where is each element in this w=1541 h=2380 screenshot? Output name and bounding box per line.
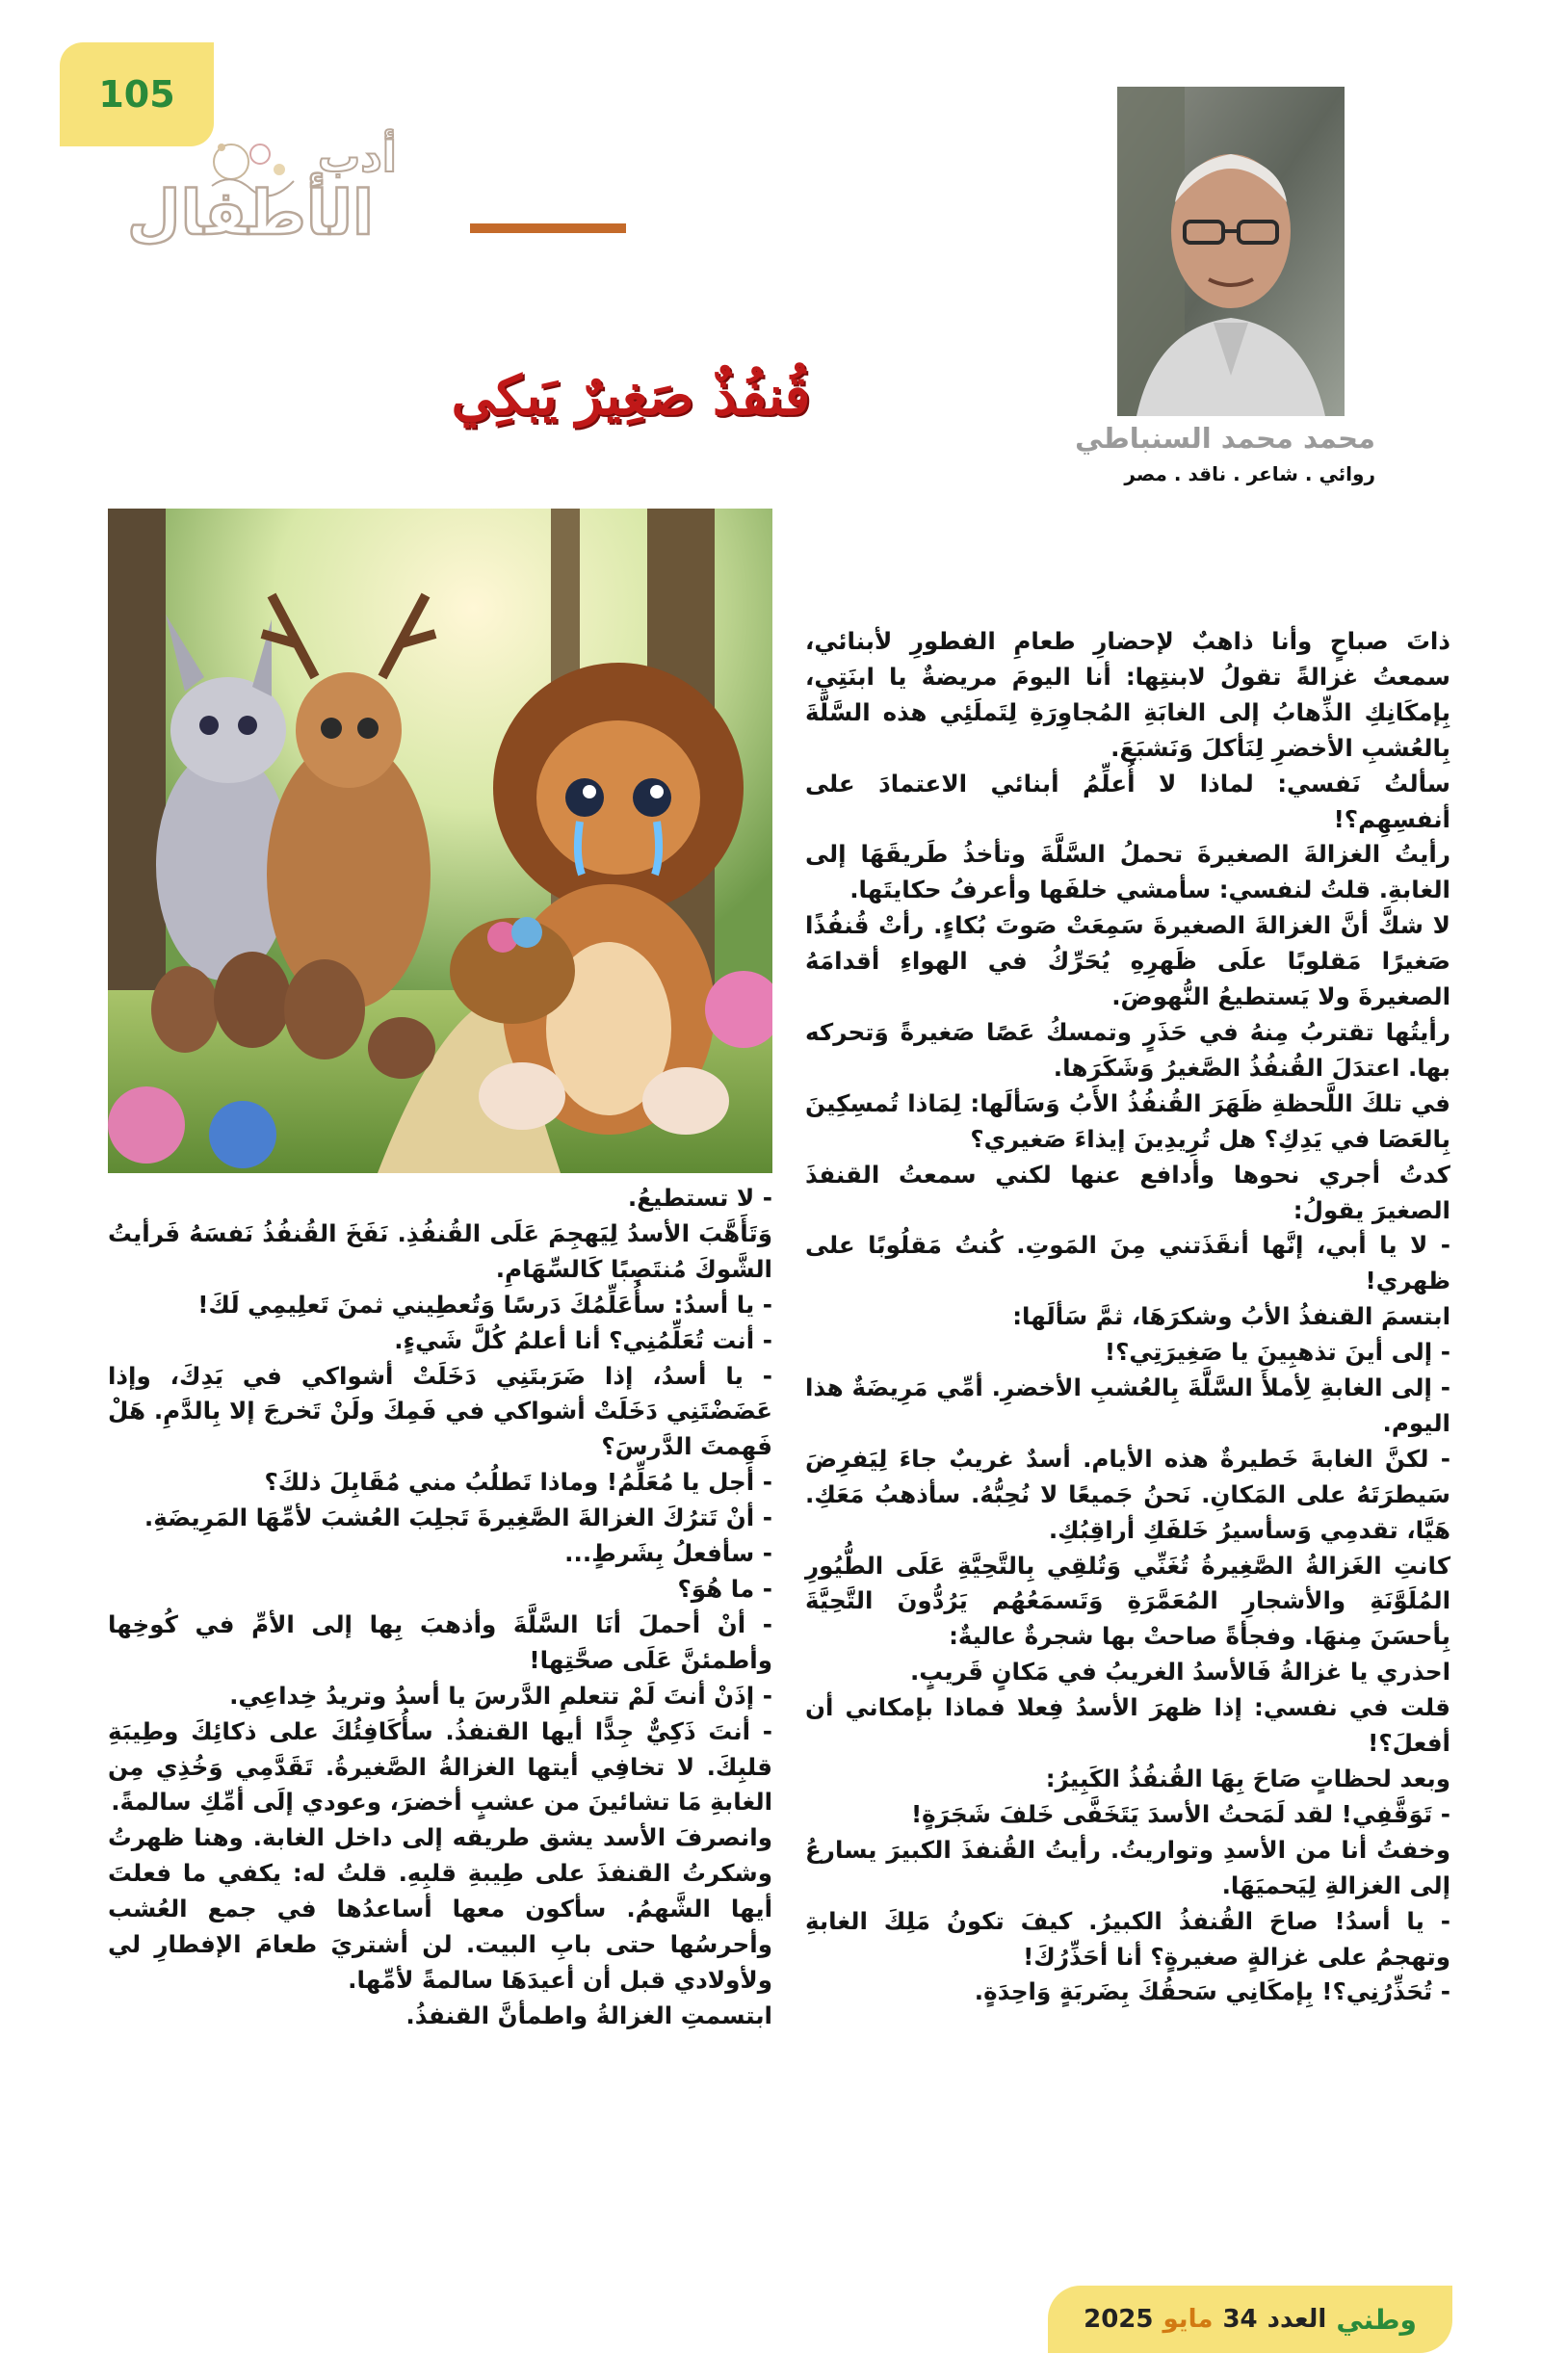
story-title: قُنفُذٌ صَغِيرٌ يَبكِي	[451, 364, 811, 428]
paragraph: احذري يا غزالةُ فَالأسدُ الغريبُ في مَكانٍ قَريبٍ.	[909, 1658, 1450, 1687]
paragraph: - لا يا أبي، إنَّها أنقَذَتني مِنَ المَوتِ. كُنتُ مَقلُوبًا على ظهري!	[805, 1231, 1450, 1295]
paragraph: وخفتُ أنا من الأسدِ وتواريتُ. رأيتُ القُنفذَ الكبيرَ يسارعُ إلى الغزالةِ لِيَحميَهَا.	[805, 1835, 1450, 1899]
paragraph: - أنْ أحملَ أنَا السَّلَّةَ وأذهبَ بِها إلى الأمِّ في كُوخِها وأطمئنَّ عَلَى صحَّتِها!	[108, 1609, 772, 1674]
paragraph: كانتِ الغَزالةُ الصَّغِيرةُ تُغَنِّي وَتُلقِي بِالتَّحِيَّةِ عَلَى الطُّيُورِ المُلَوَّنَةِ والأشجارِ المُعَمَّرَةِ وَتَسمَعُهُم يَرُدُّونَ التَّحِيَّةَ بِأحسَنَ مِنهَا. وفجأةً صاحتْ بها شجرةٌ عاليةٌ:	[805, 1551, 1450, 1651]
paragraph: وانصرفَ الأسد يشق طريقه إلى داخل الغابة. وهنا ظهرتُ وشكرتُ القنفذَ على طِيبةِ قلبِهِ. قلتُ له: يكفي ما فعلتَ أيها الشَّهمُ. سأكون معها أساعدُها في جمع العُشب وأحرسُها حتى بابِ البيت. لن أشتريَ طعامَ الإفطارِ لي ولأولادي قبل أن أعيدَهَا سالمةً لأمِّها.	[108, 1823, 772, 1994]
paragraph: - يا أسدُ! صاحَ القُنفذُ الكبيرُ. كيفَ تكونُ مَلِكَ الغابةِ وتهجمُ على غزالةٍ صغيرةٍ؟ أنا أحَذِّرُكَ!	[805, 1906, 1450, 1971]
paragraph: - لا تستطيعُ.	[627, 1184, 772, 1212]
paragraph: وبعد لحظاتٍ صَاحَ بِهَا القُنفُذُ الكَبِيرُ:	[1045, 1765, 1450, 1792]
footer-issue-badge	[1048, 2286, 1452, 2353]
paragraph: - إذَنْ أنتَ لَمْ تتعلمِ الدَّرسَ يا أسدُ وتريدُ خِداعِي.	[229, 1681, 772, 1710]
paragraph: - سأفعلُ بِشَرطٍ...	[564, 1539, 772, 1568]
paragraph: - تَوَقَّفِي! لقد لَمَحتُ الأسدَ يَتَخَفَّى خَلفَ شَجَرَةٍ!	[910, 1799, 1450, 1828]
paragraph: سألتُ نَفسي: لماذا لا أُعلِّمُ أبنائي الاعتمادَ على أنفسِهِم؟!	[805, 769, 1450, 833]
author-name: محمد محمد السنباطي	[1075, 422, 1375, 455]
section-logo-bottom: الأطفال	[127, 178, 374, 249]
issue-year: 2025	[1084, 2305, 1154, 2334]
paragraph: - لكنَّ الغابةَ خَطيرةٌ هذه الأيام. أسدٌ غريبٌ جاءَ لِيَفرِضَ سَيطرَتَهُ على المَكانِ. نَحنُ جَميعًا لا نُحِبُّهُ. سأذهبُ مَعَكِ. هَيَّا، تقدمِي وَسأسيرُ خَلفَكِ أراقِبُكِ.	[805, 1444, 1450, 1544]
author-photo	[1117, 87, 1345, 416]
story-column-right	[805, 624, 1450, 2010]
logo-underline	[470, 223, 626, 233]
section-logo-top: أدب	[318, 133, 397, 182]
paragraph: في تلكَ اللَّحظةِ ظَهَرَ القُنفُذُ الأَبُ وَسَألَها: لِمَاذا تُمسِكِينَ بِالعَصَا في يَدِكِ؟ هل تُرِيدِينَ إيذاءَ صَغيري؟	[805, 1088, 1450, 1153]
story-illustration	[108, 509, 772, 1173]
paragraph: - إلى أينَ تذهبِينَ يا صَغِيرَتِي؟!	[1104, 1338, 1450, 1367]
paragraph: قلت في نفسي: إذا ظهرَ الأسدُ فِعلا فماذا بإمكاني أن أفعلَ؟!	[805, 1693, 1450, 1758]
paragraph: - يا أسدُ، إذا ضَرَبتَنِي دَخَلَتْ أشواكي في يَدِكَ، وإذا عَضَضْتَنِي دَخَلَتْ أشواكي في فَمِكَ ولَنْ تَخرجَ إلا بِالدَّمِ. هَلْ فَهِمتَ الدَّرسَ؟	[108, 1361, 772, 1461]
paragraph: - أنْ تَترُكَ الغزالةَ الصَّغِيرةَ تَجلِبَ العُشبَ لأمِّهَا المَرِيضَةِ.	[144, 1504, 772, 1532]
paragraph: ابتسمَ القنفذُ الأبُ وشكرَهَا، ثمَّ سَألَها:	[1012, 1302, 1450, 1331]
issue-month: مايو	[1162, 2305, 1214, 2334]
paragraph: رأيتُ الغزالةَ الصغيرةَ تحملُ السَّلَّةَ وتأخذُ طَريقَهَا إلى الغابةِ. قلتُ لنفسي: سأمشي خلفَها وأعرفُ حكايتَها.	[805, 840, 1450, 904]
page-number: 105	[60, 42, 214, 146]
paragraph: ذاتَ صباحٍ وأنا ذاهبٌ لإحضارِ طعامِ الفطورِ لأبنائي، سمعتُ غزالةً تقولُ لابنتِها: أنا اليومَ مريضةٌ يا ابنَتِي، بِإمكَانِكِ الذِّهابُ إلى الغابَةِ المُجاوِرَةِ لِتَملَئِي هذه السَّلَّةَ بِالعُشبِ الأخضرِ لِنَأكلَ وَنَشبَعَ.	[805, 627, 1450, 762]
paragraph: - تُحَذِّرُنِي؟! بِإمكَانِي سَحقُكَ بِضَربَةٍ وَاحِدَةٍ.	[974, 1977, 1450, 2006]
paragraph: - إلى الغابةِ لِأملأَ السَّلَّةَ بِالعُشبِ الأخضرِ. أمِّي مَرِيضَةٌ هذا اليوم.	[805, 1373, 1450, 1437]
paragraph: - أنتَ ذَكِيٌّ جِدًّا أيها القنفذُ. سأُكَافِئُكَ على ذكائِكَ وطِيبَةِ قلبِكَ. لا تخافِي أيتها الغزالةُ الصَّغيرةُ. تَقَدَّمِي وَخُذِي مِن الغابةِ مَا تشائينَ من عشبٍ أخضرَ، وعودي إلَى أمِّكِ سالمةً.	[108, 1716, 772, 1817]
issue-label: العدد	[1267, 2305, 1327, 2334]
story-column-left	[108, 1181, 772, 2034]
paragraph: لا شكَّ أنَّ الغزالةَ الصغيرةَ سَمِعَتْ صَوتَ بُكاءٍ. رأتْ قُنفُذًا صَغيرًا مَقلوبًا علَى ظَهرِهِ يُحَرِّكُ في الهواءِ أقدامَهُ الصغيرةَ ولا يَستطيعُ النُّهوضَ.	[805, 911, 1450, 1011]
paragraph: وَتَأَهَّبَ الأسدُ لِيَهجِمَ عَلَى القُنفُذِ. نَفَخَ القُنفُذُ نَفسَهُ فَرأيتُ الشَّوكَ مُنتَصِبًا كَالسِّهَامِ.	[108, 1218, 772, 1283]
issue-number: 34	[1222, 2305, 1258, 2334]
paragraph: - يا أسدُ: سأُعَلِّمُكَ دَرسًا وَتُعطِيني ثمنَ تَعلِيمِي لَكَ!	[197, 1290, 772, 1319]
paragraph: رأيتُها تقتربُ مِنهُ في حَذَرٍ وتمسكُ عَصًا صَغيرةً وَتحركه بها. اعتدَلَ القُنفُذُ الصَّغيرُ وَشَكَرَها.	[805, 1017, 1450, 1082]
author-role: روائي . شاعر . ناقد . مصر	[1124, 462, 1375, 485]
paragraph: - أنت تُعَلِّمُنِي؟ أنا أعلمُ كُلَّ شَيءٍ.	[394, 1325, 772, 1354]
paragraph: ابتسمتِ الغزالةُ واطمأنَّ القنفذُ.	[405, 2001, 772, 2029]
paragraph: كدتُ أجري نحوها وأدافع عنها لكني سمعتُ القنفذَ الصغيرَ يقولُ:	[805, 1160, 1450, 1224]
paragraph: - أجل يا مُعَلِّمُ! وماذا تَطلُبُ مني مُقَابِلَ ذلكَ؟	[264, 1468, 772, 1497]
magazine-name: وطني	[1336, 2303, 1417, 2336]
paragraph: - ما هُوَ؟	[677, 1574, 772, 1603]
